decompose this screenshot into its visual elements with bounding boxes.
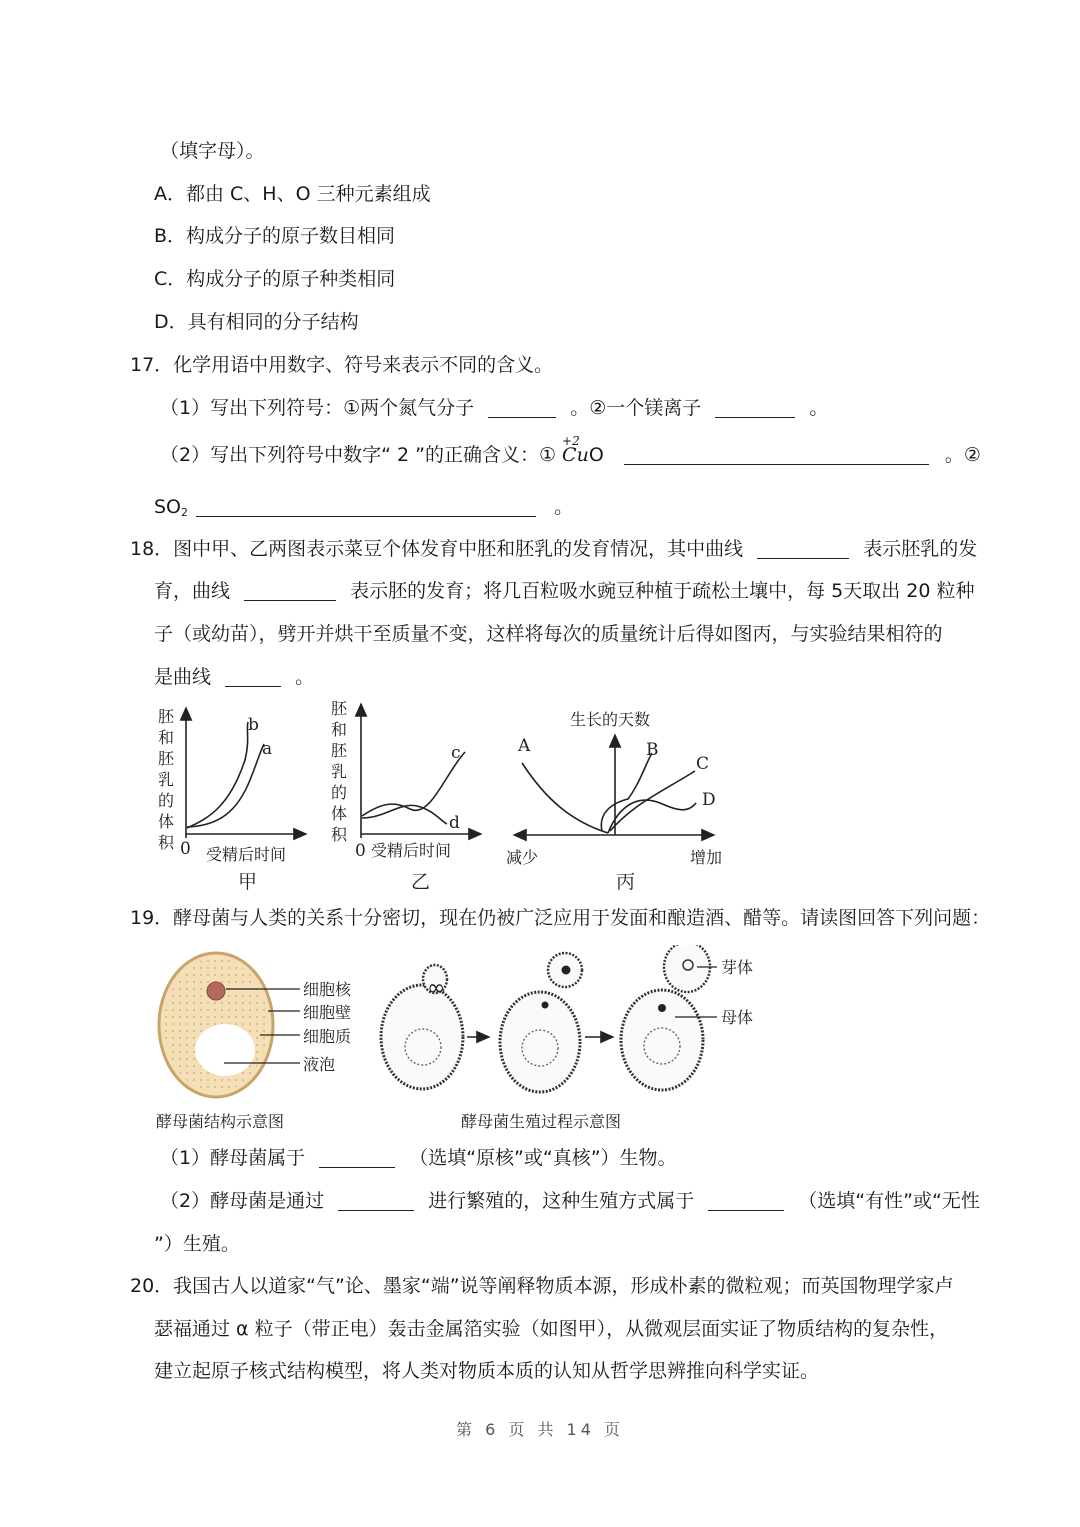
q17-blank-4[interactable] <box>196 496 536 517</box>
bing-label-c: C <box>696 754 710 774</box>
label-mother: 母体 <box>721 1008 754 1027</box>
q17-part2-end: 。 <box>554 496 574 518</box>
yi-origin: 0 <box>355 841 366 861</box>
yi-caption: 乙 <box>411 871 431 893</box>
q16-option-d: D．具有相同的分子结构 <box>154 311 359 333</box>
q17-part1-end: 。 <box>809 397 829 419</box>
yi-label-c: c <box>451 743 461 763</box>
q18-line2 <box>154 578 975 604</box>
cu-symbol: Cu <box>562 444 589 466</box>
q19-part1-b: （选填“原核”或“真核”）生物。 <box>409 1147 677 1169</box>
q17-blank-1[interactable] <box>488 397 556 418</box>
q20-line2: 瑟福通过 α 粒子（带正电）轰击金属箔实验（如图甲），从微观层面实证了物质结构的复杂性， <box>154 1318 949 1340</box>
q17-part2-text-a: （2）写出下列符号中数字“ 2 ”的正确含义：① <box>160 444 556 466</box>
repro-nucleus-dividing-icon: ∞ <box>427 976 446 1001</box>
repro-caption: 酵母菌生殖过程示意图 <box>461 1112 622 1131</box>
jia-ylabel-1: 和 <box>158 728 175 747</box>
q17-blank-2[interactable] <box>715 397 795 418</box>
yi-xlabel: 受精后时间 <box>371 841 452 860</box>
so2-sub: 2 <box>181 506 189 519</box>
jia-ylabel-5: 体 <box>158 812 175 831</box>
yi-ylabel-3: 乳 <box>331 762 348 781</box>
yi-curve-c <box>362 752 465 816</box>
so2-base: SO <box>154 496 182 518</box>
jia-curve-b <box>187 722 248 828</box>
q19-part2 <box>160 1188 980 1214</box>
q20-line3: 建立起原子核式结构模型，将人类对物质本质的认知从哲学思辨推向科学实证。 <box>154 1360 820 1382</box>
bing-caption: 丙 <box>616 871 636 893</box>
bing-ylabel: 生长的天数 <box>570 710 651 729</box>
yeast-vacuole <box>195 1024 255 1076</box>
yi-ylabel-1: 和 <box>331 720 348 739</box>
q17-part2-so2 <box>154 494 573 526</box>
q19-part1-a: （1）酵母菌属于 <box>160 1147 306 1169</box>
bing-right-label: 增加 <box>690 848 723 867</box>
q19-blank-2[interactable] <box>338 1190 414 1211</box>
q17-part1-text-a: （1）写出下列符号：①两个氮气分子 <box>160 397 475 419</box>
bing-curve-b <box>601 753 652 831</box>
q17-part1-text-b: 。②一个镁离子 <box>570 397 702 419</box>
q19-stem: 19．酵母菌与人类的关系十分密切，现在仍被广泛应用于发面和酿造酒、醋等。请读图回答下列问题： <box>130 907 991 929</box>
q17-part1 <box>160 395 828 421</box>
yeast-reproduction-figure <box>375 945 775 1135</box>
jia-ylabel-2: 胚 <box>158 749 175 768</box>
label-cytoplasm: 细胞质 <box>303 1027 352 1046</box>
page-footer: 第 6 页 共 14 页 <box>456 1420 624 1439</box>
figure-bing <box>500 703 735 895</box>
q18-line1-a: 18．图中甲、乙两图表示菜豆个体发育中胚和胚乳的发育情况，其中曲线 <box>130 538 744 560</box>
q16-option-c: C．构成分子的原子种类相同 <box>154 268 396 290</box>
cu-charge: +2 <box>562 434 580 448</box>
label-cell-wall: 细胞壁 <box>303 1003 352 1022</box>
q18-blank-2[interactable] <box>244 580 336 601</box>
q20-line1: 20．我国古人以道家“气”论、墨家“端”说等阐释物质本源，形成朴素的微粒观；而英国物理学家卢 <box>130 1275 954 1297</box>
q17-part2 <box>160 434 981 468</box>
q19-blank-1[interactable] <box>319 1147 395 1168</box>
q19-part2-c: （选填“有性”或“无性 <box>798 1190 980 1212</box>
jia-origin: 0 <box>180 839 191 859</box>
q19-part2-b: 进行繁殖的，这种生殖方式属于 <box>428 1190 695 1212</box>
label-vacuole: 液泡 <box>303 1055 336 1074</box>
cuo-formula <box>562 434 604 468</box>
q18-line1 <box>130 536 977 562</box>
bing-left-label: 减少 <box>506 848 539 867</box>
q17-stem: 17．化学用语中用数字、符号来表示不同的含义。 <box>130 354 554 376</box>
cu-oxygen: O <box>588 444 604 466</box>
q19-part2-d: ”）生殖。 <box>154 1233 240 1255</box>
bing-label-d: D <box>702 790 716 810</box>
bing-curve-a <box>522 763 608 833</box>
jia-label-b: b <box>248 715 259 735</box>
q18-blank-1[interactable] <box>757 538 849 559</box>
bing-curve-d <box>608 800 696 833</box>
jia-ylabel-3: 乳 <box>158 770 175 789</box>
jia-curve-a <box>187 744 264 827</box>
yeast-structure-figure <box>150 945 365 1135</box>
q19-part2-a: （2）酵母菌是通过 <box>160 1190 325 1212</box>
figure-jia <box>150 700 320 895</box>
jia-ylabel-4: 的 <box>158 791 175 810</box>
repro-cell-1 <box>381 965 463 1089</box>
jia-caption: 甲 <box>238 871 258 893</box>
repro-cell-2 <box>500 953 582 1092</box>
jia-ylabel-6: 积 <box>158 833 175 852</box>
jia-label-a: a <box>262 739 273 759</box>
bing-label-b: B <box>646 740 659 760</box>
yi-ylabel-5: 体 <box>331 804 348 823</box>
q17-blank-3[interactable] <box>624 444 929 465</box>
q18-blank-3[interactable] <box>225 666 281 687</box>
q18-line4-a: 是曲线 <box>154 666 212 688</box>
struct-caption: 酵母菌结构示意图 <box>156 1112 285 1131</box>
q18-line4-end: 。 <box>295 666 315 688</box>
q18-line1-b: 表示胚乳的发 <box>863 538 978 560</box>
q18-line2-a: 育，曲线 <box>154 580 231 602</box>
q18-line2-b: 表示胚的发育；将几百粒吸水豌豆种植于疏松土壤中，每 5天取出 20 粒种 <box>350 580 975 602</box>
figure-yi <box>325 694 495 895</box>
yi-ylabel-0: 胚 <box>331 699 348 718</box>
yi-ylabel-4: 的 <box>331 783 348 802</box>
yi-ylabel-6: 积 <box>331 825 348 844</box>
q17-part2-text-b: 。② <box>944 444 981 466</box>
yeast-nucleus <box>207 982 225 1000</box>
q16-option-a: A．都由 C、H、O 三种元素组成 <box>154 183 431 205</box>
jia-xlabel: 受精后时间 <box>206 845 287 864</box>
q16-option-b: B．构成分子的原子数目相同 <box>154 225 396 247</box>
yi-ylabel <box>331 699 348 844</box>
q16-tail: （填字母）。 <box>160 140 265 162</box>
label-bud: 芽体 <box>721 958 754 977</box>
yi-ylabel-2: 胚 <box>331 741 348 760</box>
label-nucleus: 细胞核 <box>303 980 352 999</box>
jia-ylabel <box>158 707 175 852</box>
jia-ylabel-0: 胚 <box>158 707 175 726</box>
q19-part1 <box>160 1145 677 1171</box>
q18-line3: 子（或幼苗），劈开并烘干至质量不变，这样将每次的质量统计后得如图丙，与实验结果相符的 <box>154 623 943 645</box>
bing-label-a: A <box>518 736 531 756</box>
q18-line4 <box>154 664 314 690</box>
yi-label-d: d <box>449 813 460 833</box>
q19-blank-3[interactable] <box>708 1190 784 1211</box>
